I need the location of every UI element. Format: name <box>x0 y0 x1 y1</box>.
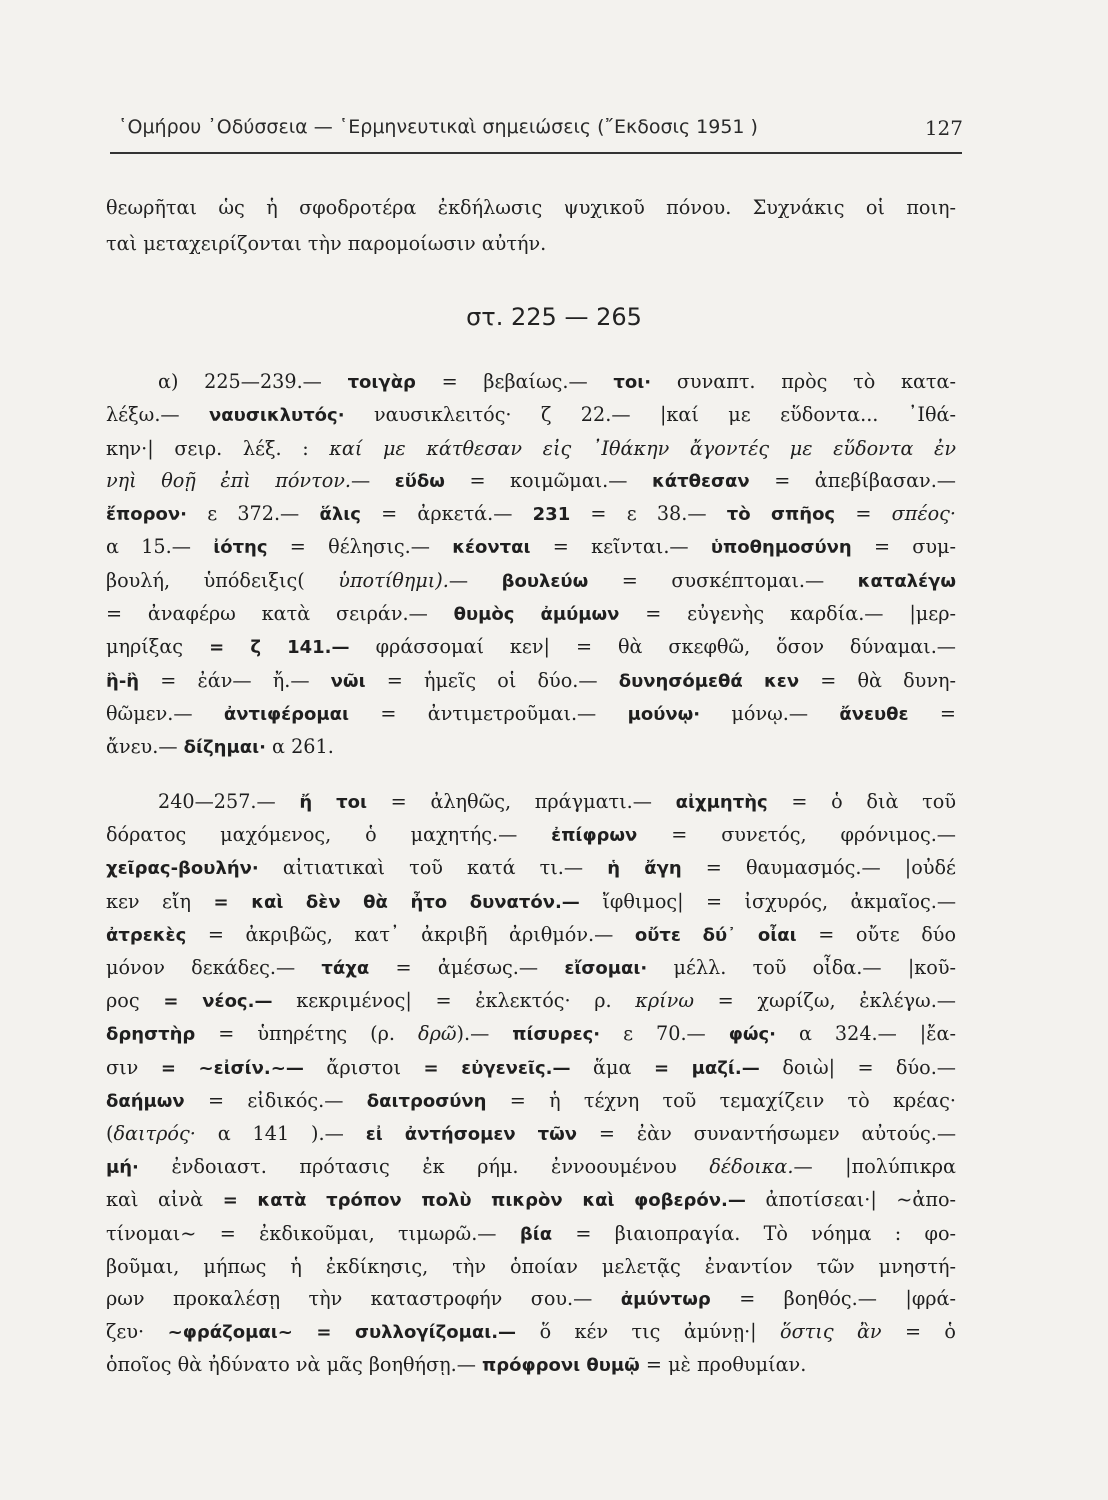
lemma: πίσυρες· <box>512 1024 601 1046</box>
quotation: ὅστις ἂν <box>780 1320 882 1344</box>
text-line: νηὶ θοῇ ἐπὶ πόντον.— εὕδω = κοιμῶμαι.— κάτθεσαν = ἀπεβίβασαν.— <box>106 468 956 492</box>
lemma: δαιτροσύνη <box>366 1090 487 1112</box>
lemma: δυνησόμεθά κεν <box>618 670 800 692</box>
lemma: τάχα <box>321 958 370 980</box>
lemma: καταλέγω <box>857 570 956 592</box>
lemma: = μαζί.— <box>631 1057 783 1079</box>
lemma: τὸ σπῆος <box>726 504 836 526</box>
text-line: ζευ· ~φράζομαι~ = συλλογίζομαι.— ὅ κέν τις ἀμύνῃ·| ὅστις ἂν = ὁ <box>106 1320 956 1344</box>
lemma: = νέος.— <box>139 991 297 1013</box>
text-line: μή· ἐνδοιαστ. πρότασις ἐκ ρήμ. ἐννοουμένου δέδοικα.— |πολύπικρα <box>106 1155 956 1179</box>
quotation: κρίνω <box>635 989 694 1013</box>
lemma: = εὐγενεῖς.— <box>400 1057 594 1079</box>
text-line: κεν εἴη = καὶ δὲν θὰ ἦτο δυνατόν.— ἴφθιμος| = ἰσχυρός, ἀκμαῖος.— <box>106 889 956 913</box>
lemma: = καὶ δὲν θὰ ἦτο δυνατόν.— <box>190 891 603 913</box>
lemma: ἅλις <box>319 504 361 526</box>
lemma: κέονται <box>452 537 531 559</box>
lemma: ἰότης <box>213 537 268 559</box>
page-number: 127 <box>924 116 963 140</box>
header-title: ῾Ομήρου ᾿Οδύσσεια — ῾Ερμηνευτικαὶ σημειώσεις (῎Εκδοσις 1951 ) <box>118 116 758 138</box>
lemma: ἔπορον· <box>106 504 187 526</box>
lemma: ἀτρεκὲς <box>106 924 187 946</box>
lemma: αἰχμητὴς <box>675 792 768 813</box>
text-line: α 15.— ἰότης = θέλησις.— κέονται = κεῖνται.— ὑποθημοσύνη = συμ- <box>106 535 956 559</box>
lemma: μούνῳ· <box>627 703 701 725</box>
quotation: δρῶ <box>418 1022 457 1046</box>
lemma: = ~εἰσίν.~— <box>138 1057 327 1079</box>
text-line: δαήμων = εἰδικός.— δαιτροσύνη = ἡ τέχνη τοῦ τεμαχίζειν τὸ κρέας· <box>106 1088 956 1112</box>
lemma: ἐπίφρων <box>551 825 638 847</box>
lemma: εἰ ἀντήσομεν τῶν <box>365 1124 578 1146</box>
text-line: ἄνευ.— δίζημαι· α 261. <box>106 735 334 759</box>
text-line: μόνον δεκάδες.— τάχα = ἀμέσως.— εἴσομαι· μέλλ. τοῦ οἶδα.— |κοῦ- <box>106 956 956 980</box>
text-line: (δαιτρός· α 141 ).— εἰ ἀντήσομεν τῶν = ἐὰν συναντήσωμεν αὐτούς.— <box>106 1122 956 1146</box>
lemma: ἢ-ἢ <box>106 670 140 692</box>
text-line: τίνομαι~ = ἐκδικοῦμαι, τιμωρῶ.— βία = βιαιοπραγία. Τὸ νόημα : φο- <box>106 1221 956 1245</box>
text-line: καὶ αἰνὰ = κατὰ τρόπον πολὺ πικρὸν καὶ φοβερόν.— ἀποτίσεαι·| ~ἀπο- <box>106 1188 956 1212</box>
lemma: = κατὰ τρόπον πολὺ πικρὸν καὶ φοβερόν.— <box>203 1190 766 1212</box>
text-line: ἢ-ἢ = ἐάν— ἤ.— νῶι = ἡμεῖς οἱ δύο.— δυνησόμεθά κεν = θὰ δυνη- <box>106 668 956 692</box>
text-line: χεῖρας-βουλήν· αἰτιατικαὶ τοῦ κατά τι.— ἡ ἄγη = θαυμασμός.— |οὐδέ <box>106 856 956 880</box>
lemma: ἤ τοι <box>299 792 367 813</box>
lemma: κάτθεσαν <box>652 470 750 492</box>
text-line: κην·| σειρ. λέξ. : καί με κάτθεσαν εἰς ᾿Ιθάκην ἄγοντές με εὕδοντα ἐν <box>106 436 956 460</box>
text-line: ρος = νέος.— κεκριμένος| = ἐκλεκτός· ρ. κρίνω = χωρίζω, ἐκλέγω.— <box>106 989 956 1013</box>
lemma: ἀμύντωρ <box>620 1289 711 1311</box>
text-line: δρηστὴρ = ὑπηρέτης (ρ. δρῶ).— πίσυρες· ε 70.— φώς· α 324.— |ἔα- <box>106 1022 956 1046</box>
quotation: σπέος· <box>891 502 956 526</box>
text-line: ὁποῖος θὰ ἠδύνατο νὰ μᾶς βοηθήσῃ.— πρόφρονι θυμῷ = μὲ προθυμίαν. <box>106 1353 807 1377</box>
text-line: σιν = ~εἰσίν.~— ἄριστοι = εὐγενεῖς.— ἅμα = μαζί.— δοιὼ| = δύο.— <box>106 1055 956 1079</box>
text-line: θῶμεν.— ἀντιφέρομαι = ἀντιμετροῦμαι.— μούνῳ· μόνῳ.— ἄνευθε = <box>106 701 956 725</box>
commentary-section-a <box>106 366 956 765</box>
lemma: δρηστὴρ <box>106 1024 196 1046</box>
text-line: ρων προκαλέσῃ τὴν καταστροφήν σου.— ἀμύντωρ = βοηθός.— |φρά- <box>106 1287 956 1311</box>
quotation: καί με κάτθεσαν εἰς ᾿Ιθάκην ἄγοντές με εὕδοντα ἐν <box>329 436 956 460</box>
intro-paragraph <box>106 190 956 261</box>
lemma: οὔτε δύ᾿ οἶαι <box>634 924 797 946</box>
lemma: φώς· <box>728 1024 776 1046</box>
text-line: θεωρῆται ὡς ἡ σφοδροτέρα ἐκδήλωσις ψυχικοῦ πόνου. Συχνάκις οἱ ποιη- <box>106 196 956 219</box>
quotation: δαιτρός· <box>113 1122 196 1146</box>
text-line: βοῦμαι, μήπως ἡ ἐκδίκησις, τὴν ὁποίαν μελετᾷς ἐναντίον τῶν μνηστή- <box>106 1254 956 1278</box>
lemma: 231 <box>532 504 571 526</box>
lemma: πρόφρονι θυμῷ <box>482 1355 640 1377</box>
lemma: τοιγὰρ <box>347 372 416 393</box>
lemma: βουλεύω <box>501 570 589 592</box>
section-heading: στ. 225 — 265 <box>466 303 642 331</box>
lemma: ναυσικλυτός· <box>209 405 345 427</box>
lemma: μή· <box>106 1157 139 1179</box>
lemma: ἀντιφέρομαι <box>223 703 349 725</box>
text-line: δόρατος μαχόμενος, ὁ μαχητής.— ἐπίφρων = συνετός, φρόνιμος.— <box>106 823 956 847</box>
lemma: ~φράζομαι~ = συλλογίζομαι.— <box>144 1322 540 1344</box>
lemma: δαήμων <box>106 1090 185 1112</box>
lemma: ὑποθημοσύνη <box>710 537 852 559</box>
lemma: δίζημαι· <box>183 737 266 759</box>
text-line: = ἀναφέρω κατὰ σειράν.— θυμὸς ἀμύμων = εὐγενὴς καρδία.— |μερ- <box>106 602 956 626</box>
lemma: νῶι <box>330 670 366 692</box>
quotation: νηὶ θοῇ ἐπὶ πόντον. <box>106 468 352 492</box>
text-line: ἀτρεκὲς = ἀκριβῶς, κατ᾿ ἀκριβῆ ἀριθμόν.— οὔτε δύ᾿ οἶαι = οὔτε δύο <box>106 922 956 946</box>
lemma: θυμὸς ἀμύμων <box>453 604 620 626</box>
text-line: λέξω.— ναυσικλυτός· ναυσικλειτός· ζ 22.— |καί με εὕδοντα... ᾿Ιθά- <box>106 403 956 427</box>
text-line: 240—257.— ἤ τοι = ἀληθῶς, πράγματι.— αἰχμητὴς = ὁ διὰ τοῦ <box>158 790 956 813</box>
lemma: εὕδω <box>394 470 445 492</box>
header-rule <box>110 152 962 154</box>
lemma: = ζ 141.— <box>183 637 376 659</box>
text-line: βουλή, ὑπόδειξις( ὑποτίθημι).— βουλεύω = συσκέπτομαι.— καταλέγω <box>106 568 956 592</box>
lemma: ἄνευθε <box>839 703 909 725</box>
lemma: ἡ ἄγη <box>607 858 682 880</box>
lemma: χεῖρας-βουλήν· <box>106 858 259 880</box>
text-line: α) 225—239.— τοιγὰρ = βεβαίως.— τοι· συναπτ. πρὸς τὸ κατα- <box>158 370 956 393</box>
text-line: μηρίξας = ζ 141.— φράσσομαί κεν| = θὰ σκεφθῶ, ὅσον δύναμαι.— <box>106 635 956 659</box>
commentary-section-b <box>106 786 956 1383</box>
lemma: βία <box>519 1223 553 1245</box>
quotation: δέδοικα. <box>709 1155 794 1179</box>
quotation: ὑποτίθημι). <box>338 568 449 592</box>
text-line: ἔπορον· ε 372.— ἅλις = ἀρκετά.— 231 = ε 38.— τὸ σπῆος = σπέος· <box>106 502 956 526</box>
lemma: εἴσομαι· <box>564 958 648 980</box>
text-line: ταὶ μεταχειρίζονται τὴν παρομοίωσιν αὐτήν. <box>106 231 547 255</box>
lemma: τοι· <box>613 372 652 393</box>
